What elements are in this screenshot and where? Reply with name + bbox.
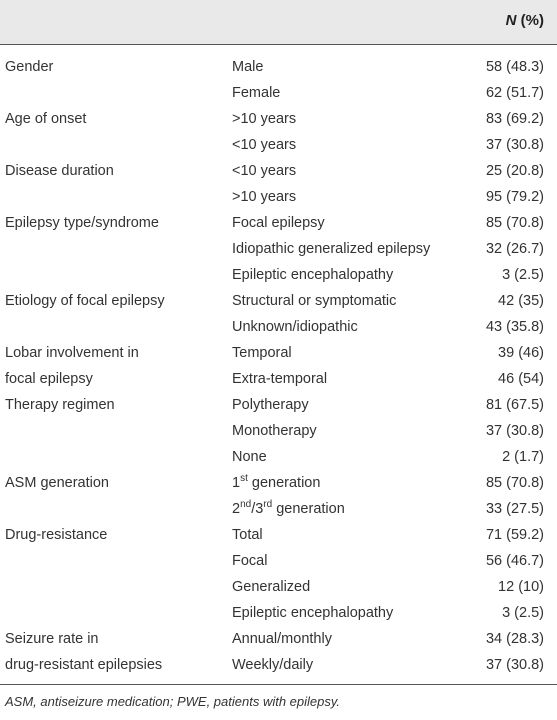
row-value: 3 (2.5) — [502, 267, 544, 283]
row-subcategory: Epileptic encephalopathy — [232, 267, 394, 283]
table-row — [0, 575, 557, 601]
row-subcategory: <10 years — [232, 137, 297, 153]
row-category: Therapy regimen — [5, 397, 115, 413]
row-value: 42 (35) — [498, 293, 544, 309]
row-value: 43 (35.8) — [485, 319, 544, 335]
row-category: Epilepsy type/syndrome — [5, 215, 159, 231]
row-value: 37 (30.8) — [485, 137, 544, 153]
table-footnote: ASM, antiseizure medication; PWE, patients with epilepsy. — [5, 694, 341, 709]
row-category: Gender — [5, 59, 54, 75]
row-category: Seizure rate in — [5, 631, 99, 647]
table-row — [0, 367, 557, 393]
row-subcategory: Structural or symptomatic — [232, 293, 397, 309]
row-value: 39 (46) — [498, 345, 544, 361]
row-value: 71 (59.2) — [485, 527, 544, 543]
subcategory-text: 2 — [232, 501, 241, 517]
table-row — [0, 393, 557, 419]
table-row — [0, 107, 557, 133]
table-row — [0, 55, 557, 81]
table-row — [0, 263, 557, 289]
row-value: 34 (28.3) — [485, 631, 544, 647]
row-value: 85 (70.8) — [485, 215, 544, 231]
row-value: 95 (79.2) — [485, 189, 544, 205]
row-subcategory: >10 years — [232, 111, 297, 127]
bottom-rule — [0, 684, 557, 685]
row-subcategory: Total — [232, 527, 263, 543]
row-subcategory — [232, 501, 345, 517]
row-category: drug-resistant epilepsies — [5, 657, 163, 673]
n-label: N — [505, 12, 517, 29]
row-subcategory: Weekly/daily — [232, 657, 314, 673]
row-category: Age of onset — [5, 111, 87, 127]
row-subcategory: Annual/monthly — [232, 631, 332, 647]
table-row — [0, 133, 557, 159]
row-subcategory: Unknown/idiopathic — [232, 319, 358, 335]
row-value: 33 (27.5) — [485, 501, 544, 517]
table-row — [0, 471, 557, 497]
row-category: focal epilepsy — [5, 371, 93, 387]
row-value: 58 (48.3) — [485, 59, 544, 75]
table-row — [0, 653, 557, 679]
row-subcategory: Idiopathic generalized epilepsy — [232, 241, 431, 257]
row-subcategory: Polytherapy — [232, 397, 309, 413]
table-row — [0, 549, 557, 575]
table-row — [0, 185, 557, 211]
row-value: 46 (54) — [498, 371, 544, 387]
row-value: 81 (67.5) — [485, 397, 544, 413]
percent-label: (%) — [520, 12, 544, 29]
ordinal-suffix: nd — [240, 499, 252, 511]
table-row — [0, 159, 557, 185]
row-subcategory: Focal epilepsy — [232, 215, 325, 231]
row-subcategory: Generalized — [232, 579, 311, 595]
row-subcategory: >10 years — [232, 189, 297, 205]
subcategory-text: /3 — [251, 501, 264, 517]
row-category: Drug-resistance — [5, 527, 108, 543]
column-header-n-percent — [506, 12, 544, 29]
table-row — [0, 341, 557, 367]
row-value: 25 (20.8) — [485, 163, 544, 179]
row-subcategory: Focal — [232, 553, 268, 569]
row-value: 85 (70.8) — [485, 475, 544, 491]
row-value: 2 (1.7) — [502, 449, 544, 465]
table-row — [0, 445, 557, 471]
row-category: Etiology of focal epilepsy — [5, 293, 165, 309]
row-value: 37 (30.8) — [485, 657, 544, 673]
row-value: 56 (46.7) — [485, 553, 544, 569]
row-value: 12 (10) — [498, 579, 544, 595]
row-subcategory: Extra-temporal — [232, 371, 328, 387]
subcategory-text: generation — [272, 501, 345, 517]
ordinal-suffix: st — [240, 473, 248, 485]
row-subcategory — [232, 475, 320, 491]
row-subcategory: Male — [232, 59, 264, 75]
header-band — [0, 0, 557, 44]
table-row — [0, 523, 557, 549]
table-row — [0, 419, 557, 445]
ordinal-suffix: rd — [263, 499, 273, 511]
table-row — [0, 601, 557, 627]
row-subcategory: Female — [232, 85, 281, 101]
row-category: Disease duration — [5, 163, 114, 179]
row-category: Lobar involvement in — [5, 345, 139, 361]
subcategory-text: 1 — [232, 475, 241, 491]
row-subcategory: <10 years — [232, 163, 297, 179]
row-value: 83 (69.2) — [485, 111, 544, 127]
table-row — [0, 497, 557, 523]
table-row — [0, 81, 557, 107]
row-subcategory: None — [232, 449, 267, 465]
header-rule — [0, 44, 557, 45]
row-category: ASM generation — [5, 475, 109, 491]
row-subcategory: Temporal — [232, 345, 292, 361]
table-row — [0, 211, 557, 237]
row-subcategory: Epileptic encephalopathy — [232, 605, 394, 621]
table-row — [0, 237, 557, 263]
row-value: 37 (30.8) — [485, 423, 544, 439]
table-row — [0, 627, 557, 653]
table-body — [0, 55, 557, 679]
table-row — [0, 315, 557, 341]
row-subcategory: Monotherapy — [232, 423, 317, 439]
row-value: 3 (2.5) — [502, 605, 544, 621]
table-row — [0, 289, 557, 315]
subcategory-text: generation — [247, 475, 321, 491]
row-value: 32 (26.7) — [485, 241, 544, 257]
row-value: 62 (51.7) — [485, 85, 544, 101]
